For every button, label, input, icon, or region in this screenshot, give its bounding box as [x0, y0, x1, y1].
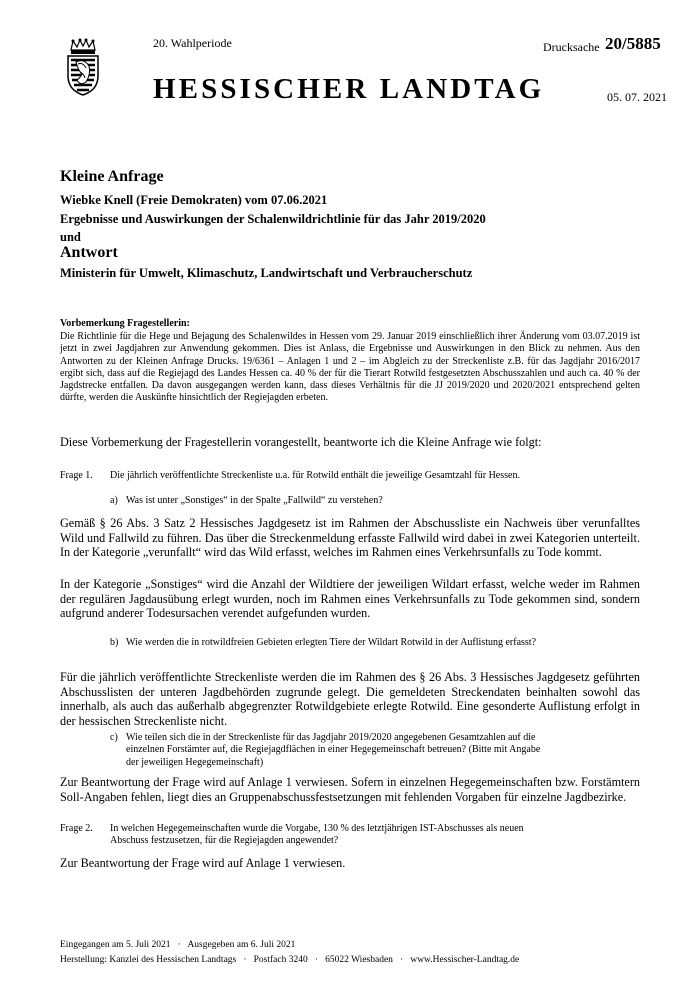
und-connector: und — [60, 230, 81, 244]
wahlperiode: 20. Wahlperiode — [153, 36, 232, 50]
answer-1a-part2: In der Kategorie „Sonstiges“ wird die Anzahl der Wildtiere der jeweiligen Wildart erfasst, welche weder im Rahmen der regulären Jagdausübung erlegt wurden, noch im Rahmen eines Verkehrsunfalls zu Tode gekommen sind, sondern aufgrund anderer Todesursachen verendet aufgefunden wurden. — [60, 577, 640, 620]
question-author: Wiebke Knell (Freie Demokraten) vom 07.06.2021 — [60, 193, 328, 207]
frage1a-text: Was ist unter „Sonstiges“ in der Spalte „Fallwild“ zu verstehen? — [126, 495, 383, 506]
frage2-text: In welchen Hegegemeinschaften wurde die Vorgabe, 130 % des letztjährigen IST-Abschusses als neuen Abschuss festzusetzen, für die Regiejagden angewendet? — [110, 823, 524, 847]
hessen-coat-of-arms-icon — [64, 38, 102, 96]
frage2-label: Frage 2. — [60, 823, 93, 834]
question-subject: Ergebnisse und Auswirkungen der Schalenwildrichtlinie für das Jahr 2019/2020 — [60, 212, 486, 226]
answer-1a-part1: Gemäß § 26 Abs. 3 Satz 2 Hessisches Jagdgesetz ist im Rahmen der Abschussliste ein Nachweis über verunfalltes Wild und Fallwild zu führen. Das über die Streckenmeldung erfasste Fallwild wird dabei in zwei Kategorien unterteilt. In der Kategorie „verunfallt“ wird das Wild erfasst, welches im Rahmen eines Verkehrsunfalls zu Tode kommt. — [60, 516, 640, 559]
answer-heading: Antwort — [60, 244, 118, 261]
doc-type: Kleine Anfrage — [60, 168, 164, 185]
preliminary-text: Die Richtlinie für die Hege und Bejagung des Schalenwildes in Hessen vom 29. Januar 2019 einschließlich ihrer Änderung vom 03.07.2019 ist jetzt in zwei Jagdjahren zur Anwendung gekommen. Dies ist Anlass, die Ergebnisse und Auswirkungen in den Blick zu nehmen. Aus den Antworten zu der Kleinen Anfrage Drucks. 19/6361 – Anlagen 1 und 2 – im Abgleich zu der Streckenliste z.B. für das Jagdjahr 2016/2017 ergibt sich, dass auf die Regiejagd des Landes Hessen ca. 40 % der für die Tierart Rotwild festgesetzten Abschusszahlen und auch ca. 40 % der Jagdstrecke entfallen. Da davon ausgegangen werden kann, dass dieses Verhältnis für die JJ 2019/2020 und 2020/2021 entsprechend gelten dürfte, werden die Auskünfte hinsichtlich der Regiejagden erbeten. — [60, 331, 640, 404]
document-date: 05. 07. 2021 — [607, 90, 667, 104]
ministry: Ministerin für Umwelt, Klimaschutz, Landwirtschaft und Verbraucherschutz — [60, 266, 473, 280]
frage1-label: Frage 1. — [60, 470, 93, 481]
frage1c-text: Wie teilen sich die in der Streckenliste für das Jagdjahr 2019/2020 angegebenen Gesamtzahlen auf die einzelnen Forstämter auf, die Regiejagdflächen in einer Hegegemeinschaft betreuen? (Bitte mit Angabe der jeweiligen Hegegemeinschaft) — [126, 732, 541, 768]
frage1b-label: b) — [110, 637, 119, 648]
answer-1c: Zur Beantwortung der Frage wird auf Anlage 1 verwiesen. Sofern in einzelnen Hegegemeinschaften bzw. Forstämtern Soll-Angaben fehlen, liegt dies an Gruppenabschussfestsetzungen mit fehlenden Vorgaben für einzelne Jagdbezirke. — [60, 775, 640, 804]
parliament-title: HESSISCHER LANDTAG — [153, 73, 545, 105]
drucksache-number: 20/5885 — [605, 34, 661, 53]
frage1-text: Die jährlich veröffentlichte Streckenliste u.a. für Rotwild enthält die jeweilige Gesamtzahl für Hessen. — [110, 470, 520, 481]
answer-2: Zur Beantwortung der Frage wird auf Anlage 1 verwiesen. — [60, 856, 346, 870]
footer-dates: Eingegangen am 5. Juli 2021 · Ausgegeben am 6. Juli 2021 — [60, 940, 296, 950]
preliminary-title: Vorbemerkung Fragestellerin: — [60, 318, 190, 329]
drucksache-label: Drucksache — [543, 40, 600, 54]
footer-publisher: Herstellung: Kanzlei des Hessischen Landtags · Postfach 3240 · 65022 Wiesbaden · www.Hessischer-Landtag.de — [60, 955, 520, 965]
frage1a-label: a) — [110, 495, 118, 506]
frage1b-text: Wie werden die in rotwildfreien Gebieten erlegten Tiere der Wildart Rotwild in der Auflistung erfasst? — [126, 637, 537, 648]
intro-statement: Diese Vorbemerkung der Fragestellerin vorangestellt, beantworte ich die Kleine Anfrage wie folgt: — [60, 435, 542, 449]
frage1c-label: c) — [110, 732, 118, 743]
answer-1b: Für die jährlich veröffentlichte Streckenliste werden die im Rahmen des § 26 Abs. 3 Hessisches Jagdgesetz geführten Abschusslisten der unteren Jagdbehörden zugrunde gelegt. Die gemeldeten Streckendaten beinhalten sowohl das innerhalb, als auch das außerhalb abgegrenzter Rotwildgebiete erlegte Rotwild. Eine gesonderte Auflistung erfolgt in der hessischen Streckenliste nicht. — [60, 670, 640, 728]
